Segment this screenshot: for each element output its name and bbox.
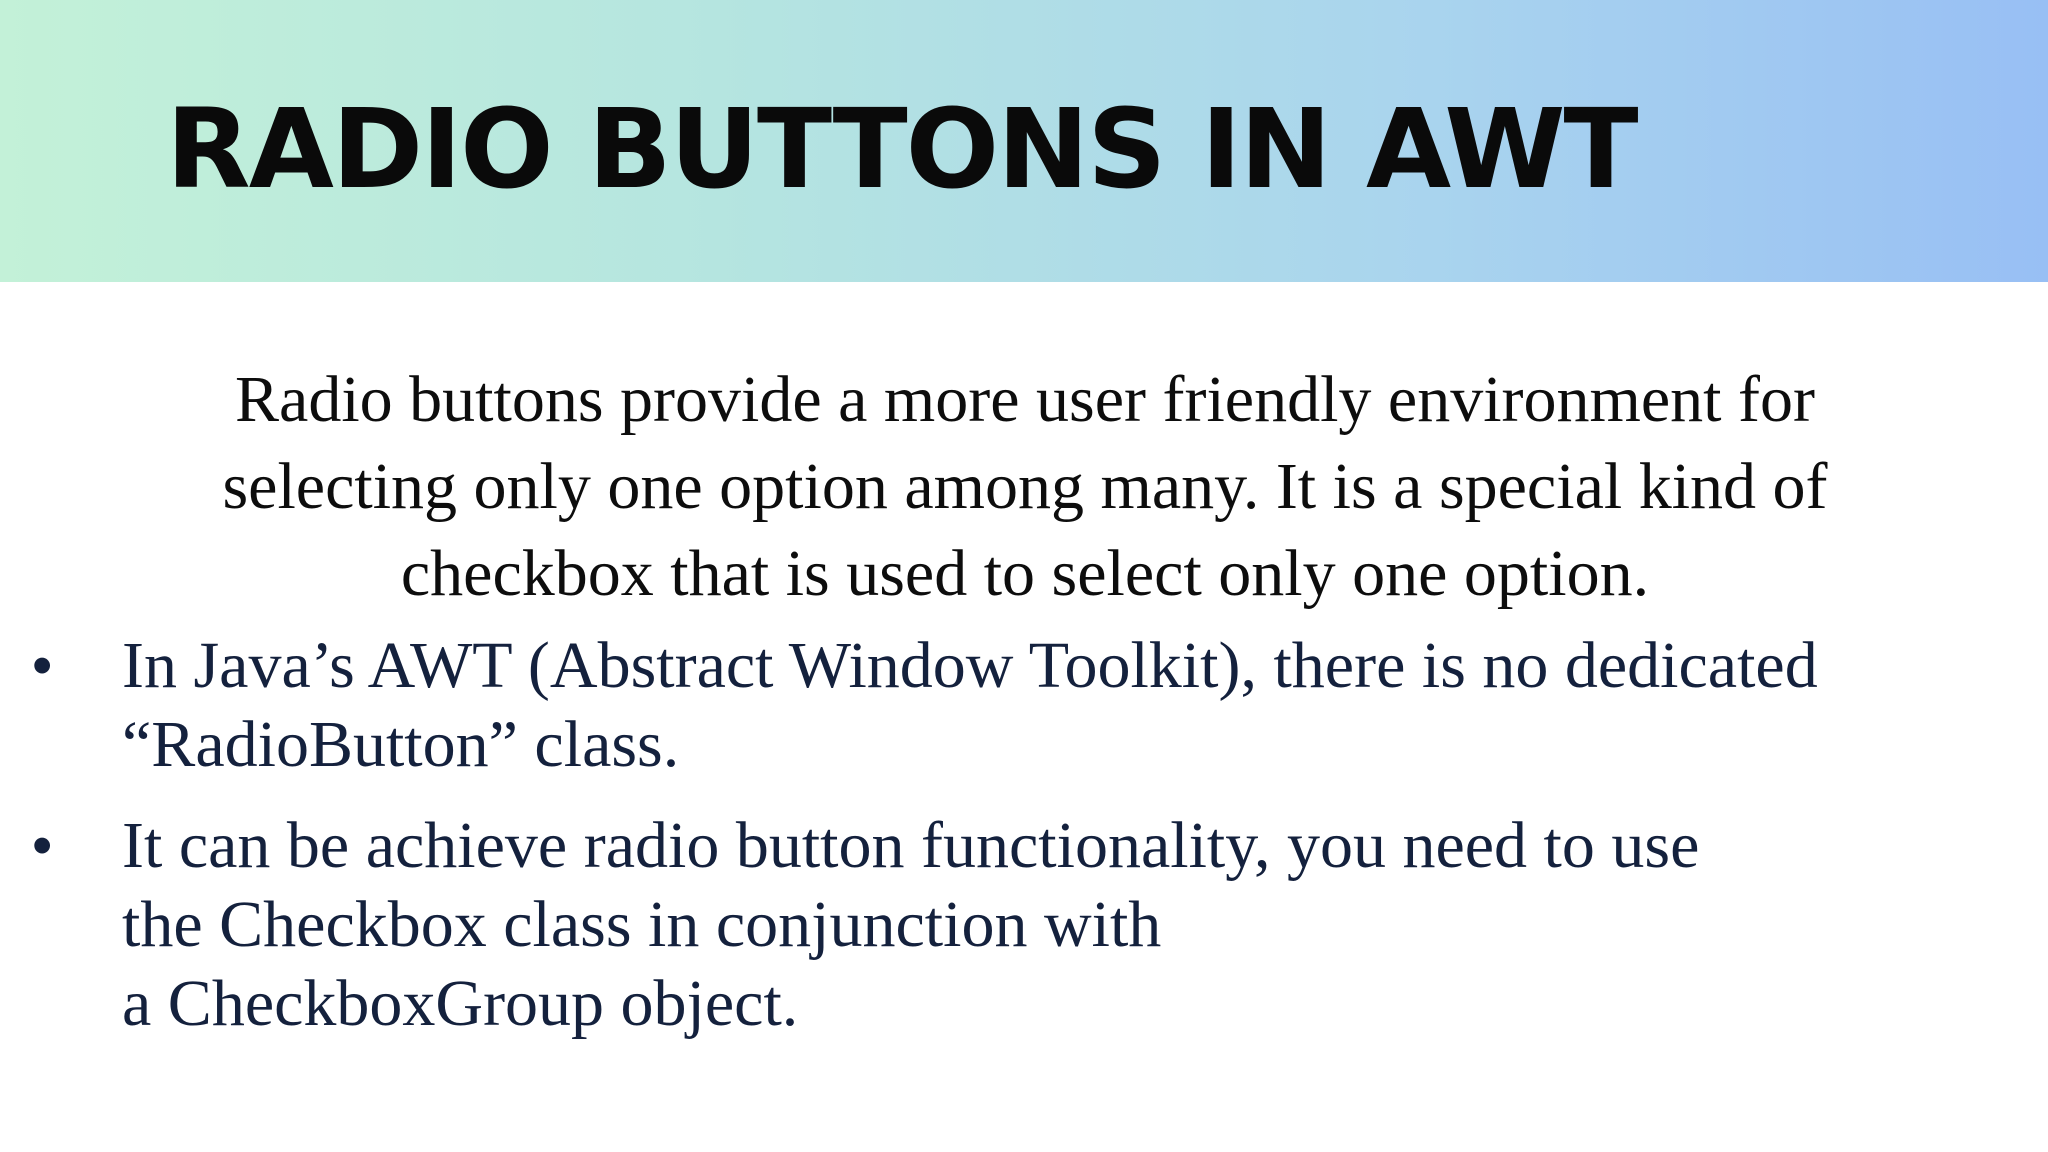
slide-title: RADIO BUTTONS IN AWT <box>166 85 1637 213</box>
bullet-marker: • <box>32 813 53 878</box>
intro-line: checkbox that is used to select only one option. <box>400 537 1650 610</box>
intro-paragraph <box>110 356 1940 617</box>
intro-line: Radio buttons provide a more user friendly environment for <box>235 363 1815 436</box>
bullet-list <box>0 626 2048 1065</box>
bullet-line: In Java’s AWT (Abstract Window Toolkit), there is no dedicated <box>122 629 1818 702</box>
bullet-item <box>0 626 2048 784</box>
bullet-line: a CheckboxGroup object. <box>122 967 799 1040</box>
bullet-line: “RadioButton” class. <box>122 708 680 781</box>
bullet-line: the Checkbox class in conjunction with <box>122 888 1162 961</box>
bullet-line: It can be achieve radio button functionality, you need to use <box>122 809 1700 882</box>
intro-line: selecting only one option among many. It is a special kind of <box>222 450 1828 523</box>
bullet-marker: • <box>32 633 53 698</box>
bullet-item <box>0 806 2048 1043</box>
